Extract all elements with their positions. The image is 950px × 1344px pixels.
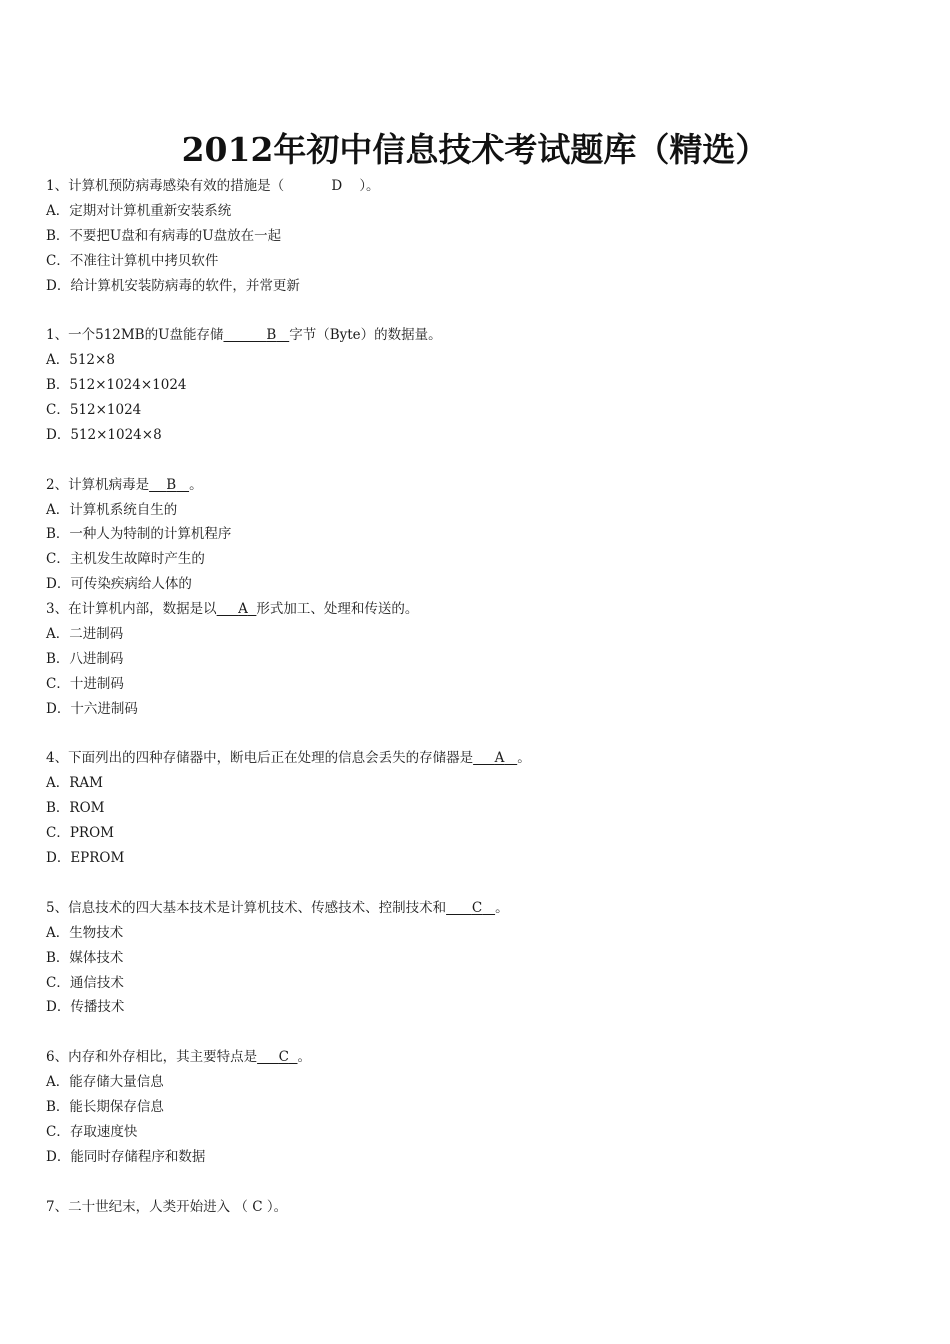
answer-blank-underline: B bbox=[266, 327, 277, 344]
option: C．存取速度快 bbox=[46, 1123, 138, 1140]
option: C．主机发生故障时产生的 bbox=[46, 551, 205, 568]
option: A．定期对计算机重新安装系统 bbox=[46, 202, 232, 219]
option: D．512×1024×8 bbox=[46, 426, 162, 443]
spacer bbox=[46, 298, 906, 323]
option: D．能同时存储程序和数据 bbox=[46, 1148, 206, 1165]
answer-blank-underline: C bbox=[278, 1049, 289, 1066]
option: C．通信技术 bbox=[46, 974, 124, 991]
question-stem bbox=[46, 896, 906, 921]
option: A．RAM bbox=[46, 775, 103, 792]
option: B．能长期保存信息 bbox=[46, 1098, 164, 1115]
option: D．十六进制码 bbox=[46, 700, 138, 717]
question-text: 5、信息技术的四大基本技术是计算机技术、传感技术、控制技术和 bbox=[46, 899, 447, 916]
question-text-end: 。 bbox=[495, 899, 509, 916]
option: C．512×1024 bbox=[46, 402, 142, 419]
question-text: 1、一个512MB的U盘能存储 bbox=[46, 327, 224, 344]
option: D．可传染疾病给人体的 bbox=[46, 576, 192, 593]
spacer bbox=[46, 448, 906, 473]
answer-blank: D bbox=[331, 178, 343, 194]
question-text: 2、计算机病毒是 bbox=[46, 476, 150, 493]
question-text-end: 。 bbox=[189, 476, 203, 493]
spacer bbox=[46, 1020, 906, 1045]
question-text: 4、下面列出的四种存储器中，断电后正在处理的信息会丢失的存储器是 bbox=[46, 750, 474, 767]
spacer bbox=[46, 722, 906, 747]
question-stem bbox=[46, 323, 906, 348]
question-text-end: ）。 bbox=[359, 178, 380, 194]
option: A．计算机系统自生的 bbox=[46, 501, 178, 518]
option: D．EPROM bbox=[46, 850, 125, 867]
question-stem bbox=[46, 473, 906, 498]
question-text: 6、内存和外存相比，其主要特点是 bbox=[46, 1049, 258, 1066]
question-list bbox=[46, 174, 906, 1219]
question-stem bbox=[46, 1045, 906, 1070]
answer-blank-underline: C bbox=[471, 899, 483, 916]
answer-blank: C bbox=[252, 1198, 263, 1215]
option: A．生物技术 bbox=[46, 924, 124, 941]
option: A．能存储大量信息 bbox=[46, 1074, 164, 1091]
option: C．PROM bbox=[46, 825, 114, 842]
option: B．媒体技术 bbox=[46, 949, 124, 966]
question-text-end: 形式加工、处理和传送的。 bbox=[256, 601, 419, 618]
answer-blank-underline: A bbox=[238, 601, 248, 618]
option: C．十进制码 bbox=[46, 675, 124, 692]
option: C．不准往计算机中拷贝软件 bbox=[46, 252, 219, 269]
spacer bbox=[46, 1170, 906, 1195]
question-text-end: 。 bbox=[297, 1049, 311, 1066]
question-stem bbox=[46, 174, 906, 199]
option: A．512×8 bbox=[46, 352, 115, 369]
option: B．ROM bbox=[46, 800, 105, 817]
answer-blank-underline: A bbox=[494, 750, 505, 767]
spacer bbox=[46, 871, 906, 896]
question-text: 1、计算机预防病毒感染有效的措施是（ bbox=[46, 178, 285, 194]
option: B．512×1024×1024 bbox=[46, 377, 187, 394]
document-title: 2012年初中信息技术考试题库（精选） bbox=[181, 130, 769, 169]
question-text: 7、二十世纪末，人类开始进入 （ bbox=[46, 1198, 248, 1215]
question-stem bbox=[46, 597, 906, 622]
option: B．八进制码 bbox=[46, 650, 124, 667]
question-stem bbox=[46, 1195, 906, 1220]
option: B．一种人为特制的计算机程序 bbox=[46, 526, 232, 543]
question-text-end: 。 bbox=[517, 750, 531, 767]
question-text-end: ）。 bbox=[266, 1198, 288, 1215]
answer-blank-underline: B bbox=[166, 476, 177, 493]
option: D．给计算机安装防病毒的软件，并常更新 bbox=[46, 277, 300, 294]
option: A．二进制码 bbox=[46, 626, 124, 643]
question-stem bbox=[46, 746, 906, 771]
question-text-end: 字节（Byte）的数据量。 bbox=[289, 327, 442, 344]
question-text: 3、在计算机内部，数据是以 bbox=[46, 601, 217, 618]
option: B．不要把U盘和有病毒的U盘放在一起 bbox=[46, 227, 282, 244]
option: D．传播技术 bbox=[46, 999, 125, 1016]
